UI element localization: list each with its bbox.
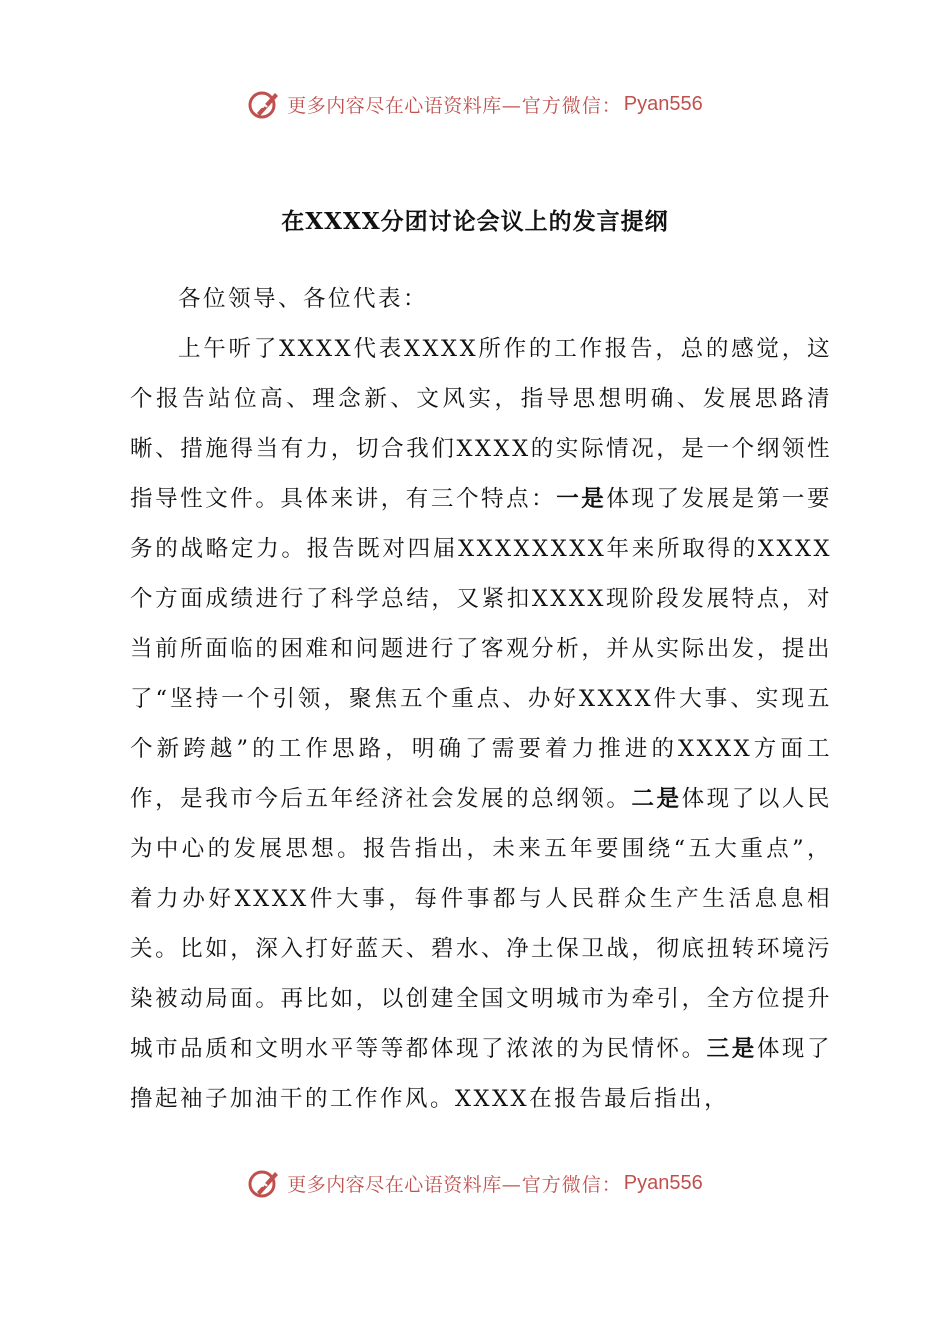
point-3-text: 体现了撸起袖子加油干的工作作风。XXXX在报告最后指出，: [130, 1036, 832, 1112]
paragraph-intro: 上午听了XXXX代表XXXX所作的工作报告，总的感觉，这个报告站位高、理念新、文风实，指导思想明确、发展思路清晰、措施得当有力，切合我们XXXX的实际情况，是一个纲领性指导性文件。具体来讲，有三个特点：: [130, 336, 832, 512]
pen-logo-icon: [247, 1166, 281, 1200]
point-1-label: 一是: [556, 486, 607, 512]
greeting: 各位领导、各位代表：: [178, 286, 429, 312]
point-2-text: 体现了以人民为中心的发展思想。报告指出，未来五年要围绕“五大重点”，着力办好XXXX件大事，每件事都与人民群众生产生活息息相关。比如，深入打好蓝天、碧水、净土保卫战，彻底扭转环境污染被动局面。再比如，以创建全国文明城市为牵引，全方位提升城市品质和文明水平等等都体现了浓浓的为民情怀。: [130, 786, 832, 1062]
document-title: 在XXXX分团讨论会议上的发言提纲: [281, 208, 669, 235]
header-banner: [0, 84, 950, 124]
footer-banner: [0, 1163, 950, 1203]
banner-contact-text: —官方微信：: [501, 1173, 622, 1196]
banner-brand-text: 更多内容尽在心语资料库: [287, 94, 502, 117]
body-paragraph: [130, 324, 832, 1124]
pen-logo-icon: [247, 87, 281, 121]
point-1-text: 体现了发展是第一要务的战略定力。报告既对四届XXXXXXXX年来所取得的XXXX个方面成绩进行了科学总结，又紧扣XXXX现阶段发展特点，对当前所面临的困难和问题进行了客观分析，并从实际出发，提出了“坚持一个引领，聚焦五个重点、办好XXXX件大事、实现五个新跨越”的工作思路，明确了需要着力推进的XXXX方面工作，是我市今后五年经济社会发展的总纲领。: [130, 486, 832, 812]
banner-contact-text: —官方微信：: [501, 94, 622, 117]
point-3-label: 三是: [706, 1036, 757, 1062]
banner-brand-text: 更多内容尽在心语资料库: [287, 1173, 502, 1196]
banner-wechat-id: Pyan556: [623, 1171, 703, 1194]
banner-wechat-id: Pyan556: [623, 92, 703, 115]
point-2-label: 二是: [631, 786, 682, 812]
